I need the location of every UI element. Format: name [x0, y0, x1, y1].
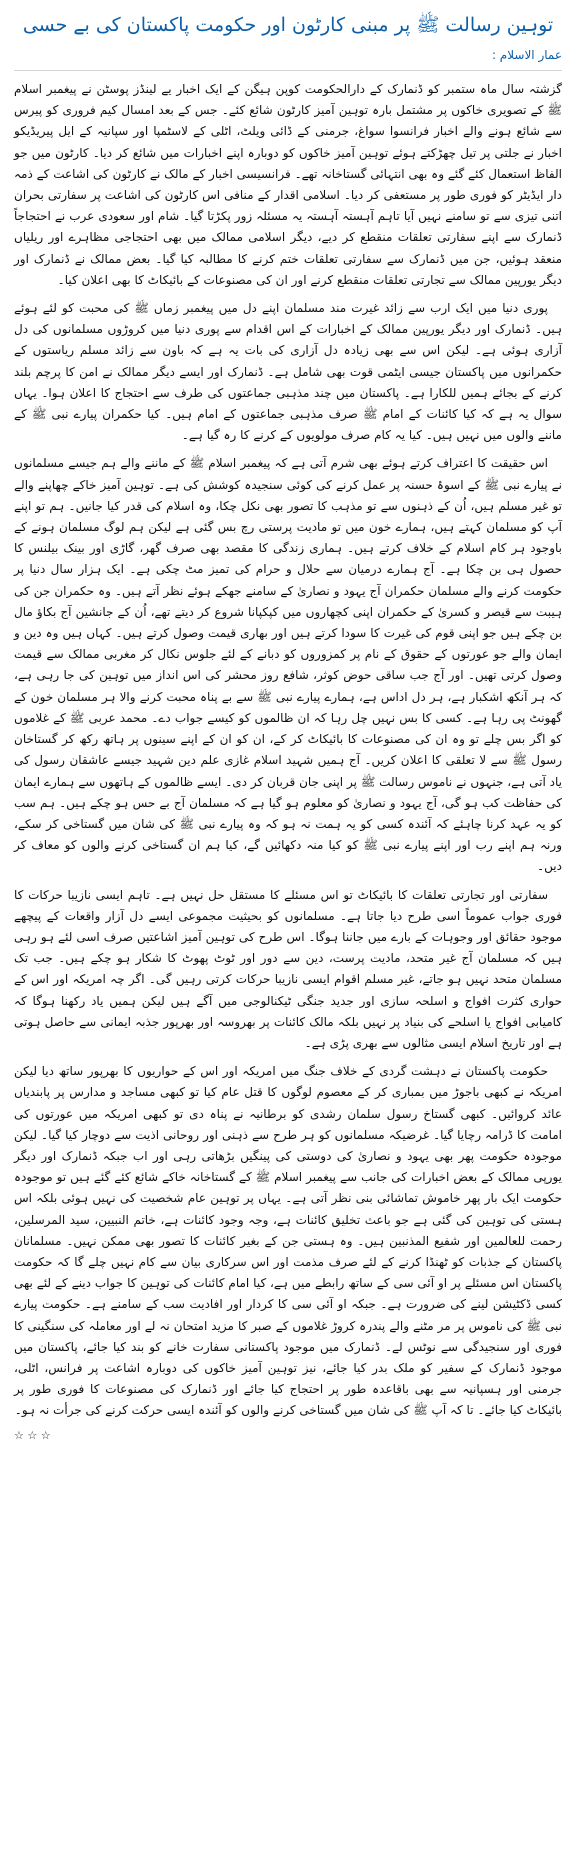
- divider: [14, 70, 562, 71]
- paragraph-3: اس حقیقت کا اعتراف کرتے ہوئے بھی شرم آتی ہے کہ پیغمبر اسلام ﷺ کے ماننے والے ہم جیسے مسلمانوں نے پیارے نبی ﷺ کے اسوۂ حسنہ پر عمل کرنے کی کوئی سنجیدہ کوشش کی ہے۔ توہین آمیز خاکے چھاپنے والے تو غیر مسلم ہیں، اُن کے ذہنوں سے تو مذہب کا تصور بھی نکل چکا، وہ اسلام کی قدر کیا جانیں۔ ہم تو اپنے آپ کو مسلمان کہتے ہیں، ہمارے خون میں تو مادیت پرستی رچ بس گئی ہے لیکن ہم لوگ مسلمان ہونے کے باوجود ہر کام اسلام کے خلاف کرتے ہیں۔ ہماری زندگی کا مقصد بھی صرف گھر، گاڑی اور بینک بیلنس کا حصول ہی بن چکا ہے۔ آج ہمارے درمیان سے حلال و حرام کی تمیز مٹ چکی ہے۔ ایک ہزار سال دنیا پر حکومت کرنے والے مسلمان حکمران آج یہود و نصاریٰ کے سامنے جھکے ہوئے نظر آتے ہیں۔ وہ حکمران جن کی ہیبت سے قیصر و کسریٰ کے حکمران اپنی کچھاروں میں کپکپانا شروع کر دیتے تھے، اُن کے جانشین آج بکاؤ مال بن چکے ہیں جو اپنی قوم کی غیرت کا سودا کرتے ہیں اور بھاری قیمت وصول کرتے ہیں۔ کہاں ہیں وہ دین و ایمان والے جو عورتوں کے حقوق کے نام پر کمزوروں کو دبانے کے لئے جلوس نکال کر مغربی ممالک سے قیمت وصول کرتی تھیں۔ اور آج جب ساقی حوض کوثر، شافع روز محشر کی اس انداز میں توہین کی جا رہی ہے، کہ ہر آنکھ اشکبار ہے، ہر دل اداس ہے، ہمارے پیارے نبی ﷺ سے بے پناہ محبت کرنے والا ہر مسلمان خون کے گھونٹ پی رہا ہے۔ کسی کا بس نہیں چل رہا کہ ان ظالموں کو کیسے جواب دے۔ محمد عربی ﷺ کے غلاموں کو اگر بس چلے تو وہ ان کی مصنوعات کا بائیکاٹ کر کے، ان کو ان کے اپنے سینوں پر ہاتھ رکھ کر گستاخان رسول ﷺ سے لا تعلقی کا اعلان کریں۔ آج ہمیں شہید اسلام غازی علم دین شہید جیسے عاشقان رسول کی یاد آتی ہے، جنہوں نے ناموس رسالت ﷺ پر اپنی جان قربان کر دی۔ ایسے ظالموں کے ہاتھوں سے ہمارے ایمان کی حفاظت کب ہو گی، آج یہود و نصاریٰ کو معلوم ہو گیا ہے کہ مسلمان آج بے حس ہو چکے ہیں۔ ہم سب کو یہ عہد کرنا چاہئے کہ آئندہ کسی کو یہ ہمت نہ ہو کہ وہ پیارے نبی ﷺ کی شان میں گستاخی کر سکے، ورنہ ہم اپنے رب اور اپنے پیارے نبی ﷺ کو کیا منہ دکھائیں گے، کیا ہم ان گستاخی کرنے والوں کو معاف کر دیں۔: [14, 456, 562, 874]
- article-title: توہین رسالت ﷺ پر مبنی کارٹون اور حکومت پاکستان کی بے حسی: [22, 14, 554, 36]
- article-body: [14, 79, 562, 1422]
- paragraph-4: سفارتی اور تجارتی تعلقات کا بائیکاٹ تو اس مسئلے کا مستقل حل نہیں ہے۔ تاہم ایسی نازیبا حرکات کا فوری جواب عموماً اسی طرح دیا جاتا ہے۔ مسلمانوں کو بحیثیت مجموعی ایسے دل آزار واقعات کے پیچھے موجود حقائق اور وجوہات کے بارے میں جاننا ہوگا۔ اس طرح کی توہین آمیز اشاعتیں صرف اسی لئے ہو رہی ہیں کہ مسلمان آج غیر متحد، مادیت پرست، دین سے دور اور ٹوٹ پھوٹ کا شکار ہو چکے ہیں۔ جب تک مسلمان متحد نہیں ہو جاتے، غیر مسلم اقوام ایسی نازیبا حرکات کرتی رہیں گی۔ اگر چہ امریکہ اور اس کے حواری کثرت افواج و اسلحہ سازی اور جدید جنگی ٹیکنالوجی میں آگے ہیں لیکن ہمیں یاد رکھنا ہوگا کہ کامیابی افواج یا اسلحے کی بنیاد پر نہیں بلکہ مالک کائنات پر بھروسہ اور بھرپور جذبہ ایمانی سے حاصل ہوتی ہے اور تاریخ اسلام ایسی مثالوں سے بھری پڑی ہے۔: [14, 887, 562, 1050]
- end-marks: ☆ ☆ ☆: [14, 1428, 51, 1442]
- author-byline: عمار الاسلام :: [491, 48, 562, 62]
- paragraph-1: گزشتہ سال ماہ ستمبر کو ڈنمارک کے دارالحکومت کوپن ہیگن کے ایک اخبار یے لینڈز پوسٹن نے پیغمبر اسلام ﷺ کے تصویری خاکوں پر مشتمل بارہ توہین آمیز کارٹون شائع کئے۔ جس کے بعد امسال کیم فروری کو پیرس سے شائع ہونے والے اخبار فرانسوا سواغ، جرمنی کے ڈائی ویلٹ، اٹلی کے لاسٹمپا اور سپانیہ کے ایل پیریڈیکو اخبار نے جلتی پر تیل چھڑکتے ہوئے توہین آمیز خاکوں کو دوبارہ اپنے اخبارات میں شائع کر دیا۔ کارٹون میں جو الفاظ استعمال کئے گئے وہ بھی انتہائی گستاخانہ تھے۔ فرانسیسی اخبار کے مالک نے کارٹون کی اشاعت کے ذمہ دار ایڈیٹر کو فوری طور پر مستعفی کر دیا۔ اسلامی اقدار کے منافی اس کارٹون کی اشاعت پر سفارتی بحران اتنی تیزی سے تو سامنے نہیں آیا تاہم آہستہ آہستہ یہ مسئلہ زور پکڑتا گیا۔ شام اور سعودی عرب نے احتجاجاً ڈنمارک سے اپنے سفارتی تعلقات منقطع کر دیے، دیگر اسلامی ممالک میں بھی احتجاجی مظاہرے اور ریلیاں منعقد ہوئیں، جن میں ڈنمارک سے سفارتی تعلقات ختم کرنے کا مطالبہ کیا گیا۔ بعض ممالک نے ڈنمارک اور دیگر یورپین ممالک سے تجارتی تعلقات منقطع کرنے اور ان کی مصنوعات کے بائیکاٹ کا بھی اعلان کیا۔: [14, 82, 562, 287]
- paragraph-5: حکومت پاکستان نے دہشت گردی کے خلاف جنگ میں امریکہ اور اس کے حواریوں کا بھرپور ساتھ دیا لیکن امریکہ نے کبھی باجوڑ میں بمباری کر کے معصوم لوگوں کا قتل عام کیا تو کبھی مساجد و مدارس پر پابندیاں عائد کروائیں۔ کبھی گستاخ رسول سلمان رشدی کو برطانیہ نے پناہ دی تو کبھی امریکہ میں عورتوں کی امامت کا ڈرامہ رچایا گیا۔ غرضیکہ مسلمانوں کو ہر طرح سے ذہنی اور روحانی اذیت سے دوچار کیا گیا۔ لیکن موجودہ حکومت پھر بھی یہود و نصاریٰ کی دوستی کی پینگیں بڑھاتی رہی اور اب جبکہ ڈنمارک اور دیگر یورپی ممالک کے بعض اخبارات کی جانب سے پیغمبر اسلام ﷺ کے گستاخانہ خاکے شائع کئے گئے ہیں تو موجودہ حکومت ایک بار پھر خاموش تماشائی بنی نظر آتی ہے۔ یہاں پر توہین عام شخصیت کی نہیں ہوئی بلکہ اس ہستی کی توہین کی گئی ہے جو باعث تخلیق کائنات ہے، وجہ وجود کائنات ہے، خاتم النبیین، سید المرسلین، رحمت للعالمین اور شفیع المذنبین ہیں۔ وہ ہستی جن کے بغیر کائنات کا تصور بھی ممکن نہیں۔ مسلمانان پاکستان کے جذبات کو ٹھنڈا کرنے کے لئے صرف مذمت اور اس سرکاری بیان سے کام نہیں چلے گا کہ حکومت پاکستان اس مسئلے پر او آئی سی کے ساتھ رابطے میں ہے، کیا امام کائنات کی توہین کا جواب دینے کے لئے بھی کسی ڈکٹیشن لینے کی ضرورت ہے۔ جبکہ او آئی سی کا کردار اور افادیت سب کے سامنے ہے۔ حکومت پیارے نبی ﷺ کی ناموس پر مر مٹنے والے پندرہ کروڑ غلاموں کے صبر کا مزید امتحان نہ لے اور معاملہ کی سنگینی کا فوری اور سنجیدگی سے نوٹس لے۔ ڈنمارک میں موجود پاکستانی سفارت خانے کو بند کیا جائے، پاکستان میں موجود ڈنمارک کے سفیر کو ملک بدر کیا جائے، نیز توہین آمیز خاکوں کی دوبارہ اشاعت پر فرانس، اٹلی، جرمنی اور ہسپانیہ سے بھی باقاعدہ طور پر احتجاج کیا جائے اور ڈنمارک کی مصنوعات کا فوری طور پر بائیکاٹ کیا جائے۔ تا کہ آپ ﷺ کی شان میں گستاخی کرنے والوں کو آئندہ ایسی حرکت کرنے کی جرأت نہ ہو۔: [14, 1064, 562, 1418]
- paragraph-2: پوری دنیا میں ایک ارب سے زائد غیرت مند مسلمان اپنے دل میں پیغمبر زماں ﷺ کی محبت کو لئے ہوئے ہیں۔ ڈنمارک اور دیگر یورپین ممالک کے اخبارات کے اس اقدام سے پوری دنیا میں کروڑوں مسلمانوں کی دل آزاری ہوئی ہے۔ لیکن اس سے بھی زیادہ دل آزاری کی بات یہ ہے کہ باون سے زائد مسلم ریاستوں کے حکمرانوں میں پاکستان جیسی ایٹمی قوت بھی شامل ہے۔ ڈنمارک اور ایسے دیگر ممالک نے امن کا پرچم بلند کرنے کے بجائے ہمیں للکارا ہے۔ پاکستان میں چند مذہبی جماعتوں کی طرف سے احتجاج کا اعلان ہوا۔ یہاں سوال یہ ہے کہ کیا کائنات کے امام ﷺ صرف مذہبی جماعتوں کے امام ہیں۔ کیا حکمران پیارے نبی ﷺ کے ماننے والوں میں نہیں ہیں۔ کیا یہ کام صرف مولویوں کے کرنے کا رہ گیا ہے۔: [14, 301, 562, 443]
